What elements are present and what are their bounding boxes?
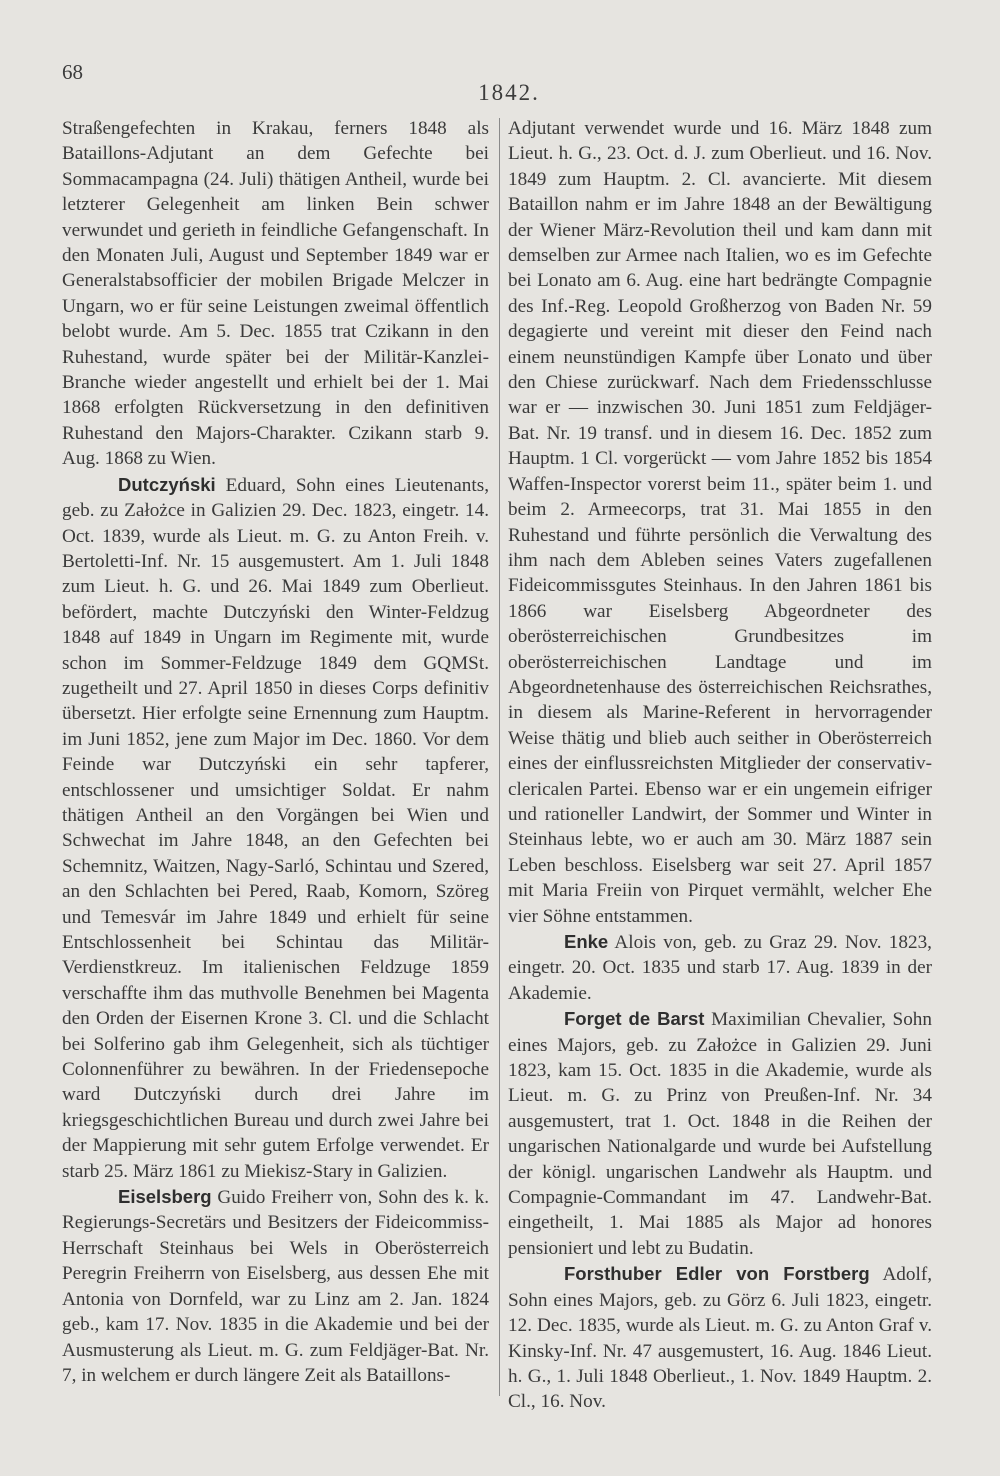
- entry-name: Enke: [564, 931, 609, 952]
- entry-dutczynski: [62, 472, 489, 1184]
- entry-text: Adolf, Sohn eines Majors, geb. zu Görz 6. Juli 1823, eingetr. 12. Dec. 1835, wurde als Lieut. m. G. zu Anton Graf v. Kinsky-Inf. Nr. 47 ausgemustert, 16. Aug. 1846 Lieut. h. G., 1. Juli 1848 Oberlieut., 1. Nov. 1849 Hauptm. 2. Cl., 16. Nov.: [508, 1264, 932, 1413]
- entry-text: Alois von, geb. zu Graz 29. Nov. 1823, eingetr. 20. Oct. 1835 und starb 17. Aug. 1839 in der Akademie.: [508, 932, 932, 1004]
- entry-eiselsberg: [62, 1184, 489, 1388]
- entry-text: Guido Freiherr von, Sohn des k. k. Regierungs-Secretärs und Besitzers der Fideicommiss-Herrschaft Steinhaus bei Wels in Oberösterreich Peregrin Freiherrn von Eiselsberg, aus dessen Ehe mit Antonia von Dornfeld, war zu Linz am 2. Jan. 1824 geb., kam 17. Nov. 1835 in die Akademie und bei der Ausmusterung als Lieut. m. G. zum Feldjäger-Bat. Nr. 7, in welchem er durch längere Zeit als Bataillons-: [62, 1187, 490, 1386]
- entry-continuation-eiselsberg: [508, 116, 932, 929]
- entry-text: Straßengefechten in Krakau, ferners 1848 als Bataillons-Adjutant an dem Gefechte bei Sommacampagna (24. Juli) thätigen Antheil, wurde bei letzterer Gelegenheit am linken Bein schwer verwundet und gerieth in feindliche Gefangenschaft. In den Monaten Juli, August und September 1849 war er Generalstabsofficier der mobilen Brigade Melczer in Ungarn, wo er für seine Leistungen zweimal öffentlich belobt wurde. Am 5. Dec. 1855 trat Czikann in den Ruhestand, wurde später bei der Militär-Kanzlei-Branche wieder angestellt und erhielt bei der 1. Mai 1868 erfolgten Rückversetzung in den definitiven Ruhestand den Majors-Charakter. Czikann starb 9. Aug. 1868 zu Wien.: [62, 118, 489, 470]
- entry-text: Adjutant verwendet wurde und 16. März 1848 zum Lieut. h. G., 23. Oct. d. J. zum Oberlieut. und 16. Nov. 1849 zum Hauptm. 2. Cl. avancierte. Mit diesem Bataillon nahm er im Jahre 1848 an der Bewältigung der Wiener März-Revolution theil und kam dann mit demselben zur Armee nach Italien, wo es im Gefechte bei Lonato am 6. Aug. eine hart bedrängte Compagnie des Inf.-Reg. Leopold Großherzog von Baden Nr. 59 degagierte und vereint mit dieser den Feind nach einem neunstündigen Kampfe über Lonato und über den Chiese zurückwarf. Nach dem Friedensschlusse war er — inzwischen 30. Juni 1851 zum Feldjäger-Bat. Nr. 19 transf. und in diesem 16. Dec. 1852 zum Hauptm. 1 Cl. vorgerückt — vom Jahre 1852 bis 1854 Waffen-Inspector vorerst beim 11., später beim 1. und beim 2. Armeecorps, trat 31. Mai 1855 in den Ruhestand und führte persönlich die Verwaltung des ihm nach dem Ableben seines Vaters zugefallenen Fideicommissgutes Steinhaus. In den Jahren 1861 bis 1866 war Eiselsberg Abgeordneter des oberösterreichischen Grundbesitzes im oberösterreichischen Landtage und im Abgeordnetenhause des österreichischen Reichsrathes, in diesem als Marine-Referent in hervorragender Weise thätig und blieb auch seither in Oberösterreich eines der einflussreichsten Mitglieder der conservativ-clericalen Partei. Ebenso war er ein ungemein eifriger und rationeller Landwirt, der Sommer und Winter in Steinhaus lebte, wo er auch am 30. März 1887 sein Leben beschloss. Eiselsberg war seit 27. April 1857 mit Maria Freiin von Pirquet vermählt, welcher Ehe vier Söhne entstammen.: [508, 118, 932, 927]
- left-column: [62, 116, 489, 1388]
- entry-text: Eduard, Sohn eines Lieutenants, geb. zu Założce in Galizien 29. Dec. 1823, eingetr. 14. Oct. 1839, wurde als Lieut. m. G. zu Anton Freih. v. Bertoletti-Inf. Nr. 15 ausgemustert. Am 1. Juli 1848 zum Lieut. h. G. und 26. Mai 1849 zum Oberlieut. befördert, machte Dutczyński den Winter-Feldzug 1848 auf 1849 in Ungarn im Regimente mit, wurde schon im Sommer-Feldzuge 1849 dem GQMSt. zugetheilt und 27. April 1850 in dieses Corps definitiv übersetzt. Hier erfolgte seine Ernennung zum Hauptm. im Juni 1852, jene zum Major im Dec. 1860. Vor dem Feinde war Dutczyński ein sehr tapferer, entschlossener und umsichtiger Soldat. Er nahm thätigen Antheil an den Vorgängen bei Wien und Schwechat im Jahre 1848, an den Gefechten bei Schemnitz, Waitzen, Nagy-Sarló, Schintau und Szered, an den Schlachten bei Pered, Raab, Komorn, Szöreg und Temesvár im Jahre 1849 und erhielt für seine Entschlossenheit bei Schintau das Militär-Verdienstkreuz. Im italienischen Feldzuge 1859 verschaffte ihm das muthvolle Benehmen bei Magenta den Orden der Eisernen Krone 3. Cl. und die Schlacht bei Solferino gab ihm Gelegenheit, sich als tüchtiger Colonnenführer zu bewähren. In der Friedensepoche ward Dutczyński durch drei Jahre im kriegsgeschichtlichen Bureau und durch zwei Jahre bei der Mappierung mit sehr gutem Erfolge verwendet. Er starb 25. März 1861 zu Miekisz-Stary in Galizien.: [62, 474, 489, 1182]
- entry-continuation-czikann: [62, 116, 489, 472]
- page-number: 68: [62, 60, 83, 84]
- entry-name: Dutczyński: [118, 473, 216, 495]
- running-head-year: 1842.: [478, 80, 540, 105]
- entry-name: Forsthuber Edler von Forstberg: [564, 1263, 870, 1285]
- entry-enke: [508, 929, 932, 1006]
- entry-text: Maximilian Chevalier, Sohn eines Majors, geb. zu Założce in Galizien 29. Juni 1823, kam 15. Oct. 1835 in die Akademie, wurde als Lieut. m. G. zu Prinz von Preußen-Inf. Nr. 34 ausgemustert, trat 1. Oct. 1848 in die Reihen der ungarischen Nationalgarde und wurde bei Aufstellung der königl. ungarischen Landwehr als Hauptm. und Compagnie-Commandant im 47. Landwehr-Bat. eingetheilt, 1. Mai 1885 als Major ad honores pensioniert und lebt zu Budatin.: [508, 1009, 932, 1259]
- entry-forsthuber: [508, 1261, 932, 1414]
- entry-name: Eiselsberg: [118, 1186, 212, 1208]
- entry-forget-de-barst: [508, 1006, 932, 1261]
- entry-name: Forget de Barst: [564, 1008, 705, 1030]
- right-column: [508, 116, 932, 1415]
- column-divider: [499, 118, 500, 1396]
